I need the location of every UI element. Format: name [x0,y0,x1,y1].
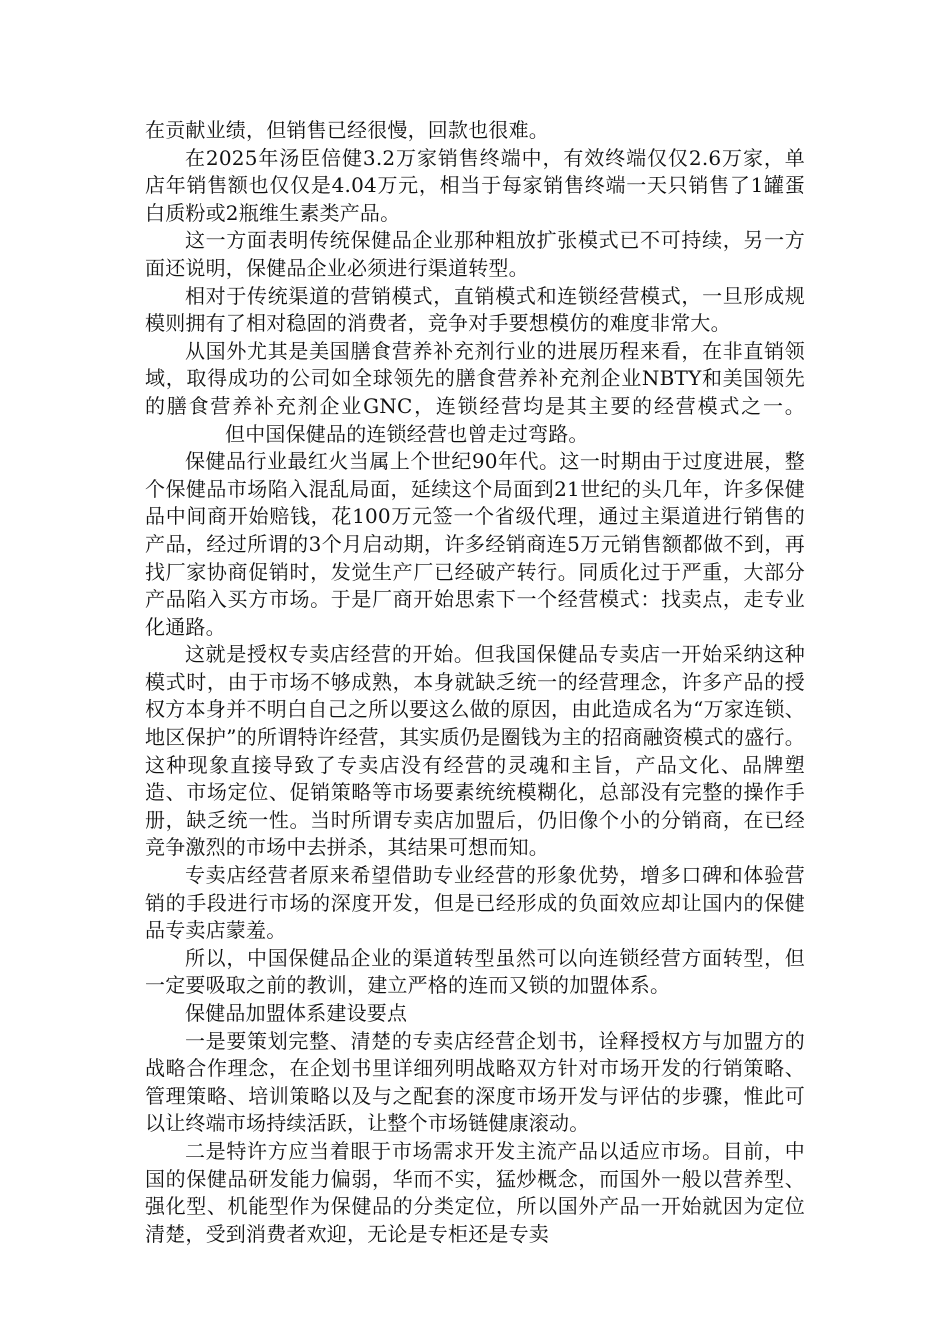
paragraph [145,338,805,448]
paragraph: 在2025年汤臣倍健3.2万家销售终端中，有效终端仅仅2.6万家，单店年销售额也仅仅是4.04万元，相当于每家销售终端一天只销售了1罐蛋白质粉或2瓶维生素类产品。 [145,145,805,225]
paragraph: 相对于传统渠道的营销模式，直销模式和连锁经营模式，一旦形成规模则拥有了相对稳固的消费者，竞争对手要想模仿的难度非常大。 [145,283,805,336]
paragraph: 这就是授权专卖店经营的开始。但我国保健品专卖店一开始采纳这种模式时，由于市场不够成熟，本身就缺乏统一的经营理念，许多产品的授权方本身并不明白自己之所以要这么做的原因，由此造成名为“万家连锁、地区保护”的所谓特许经营，其实质仍是圈钱为主的招商融资模式的盛行。这种现象直接导致了专卖店没有经营的灵魂和主旨，产品文化、品牌塑造、市场定位、促销策略等市场要素统统模糊化，总部没有完整的操作手册，缺乏统一性。当时所谓专卖店加盟后，仍旧像个小的分销商，在已经竞争激烈的市场中去拼杀，其结果可想而知。 [145,642,805,860]
paragraph: 二是特许方应当着眼于市场需求开发主流产品以适应市场。目前，中国的保健品研发能力偏弱，华而不实，猛炒概念，而国外一般以营养型、强化型、机能型作为保健品的分类定位，所以国外产品一开始就因为定位清楚，受到消费者欢迎，无论是专柜还是专卖 [145,1138,805,1246]
paragraph: 专卖店经营者原来希望借助专业经营的形象优势，增多口碑和体验营销的手段进行市场的深度开发，但是已经形成的负面效应却让国内的保健品专卖店蒙羞。 [145,863,805,943]
paragraph: 保健品行业最红火当属上个世纪90年代。这一时期由于过度进展，整个保健品市场陷入混乱局面，延续这个局面到21世纪的头几年，许多保健品中间商开始赔钱，花100万元签一个省级代理，通过主渠道进行销售的产品，经过所谓的3个月启动期，许多经销商连5万元销售额都做不到，再找厂家协商促销时，发觉生产厂已经破产转行。同质化过于严重，大部分产品陷入买方市场。于是厂商开始思索下一个经营模式：找卖点，走专业化通路。 [145,449,805,639]
paragraph: 这一方面表明传统保健品企业那种粗放扩张模式已不可持续，另一方面还说明，保健品企业必须进行渠道转型。 [145,228,805,280]
document-body [145,117,805,1248]
paragraph: 在贡献业绩，但销售已经很慢，回款也很难。 [145,118,549,142]
paragraph: 所以，中国保健品企业的渠道转型虽然可以向连锁经营方面转型，但一定要吸取之前的教训，建立严格的连而又锁的加盟体系。 [145,945,805,998]
section-heading: 保健品加盟体系建设要点 [185,1001,408,1025]
paragraph-tail: 但中国保健品的连锁经营也曾走过弯路。 [225,421,589,446]
paragraph: 一是要策划完整、清楚的专卖店经营企划书，诠释授权方与加盟方的战略合作理念，在企划书里详细列明战略双方针对市场开发的行销策略、管理策略、培训策略以及与之配套的深度市场开发与评估的步骤，惟此可以让终端市场持续活跃，让整个市场链健康滚动。 [145,1028,805,1136]
paragraph-text: 从国外尤其是美国膳食营养补充剂行业的进展历程来看，在非直销领域，取得成功的公司如全球领先的膳食营养补充剂企业NBTY和美国领先的膳食营养补充剂企业GNC，连锁经营均是其主要的经营模式之一。 [145,338,805,418]
